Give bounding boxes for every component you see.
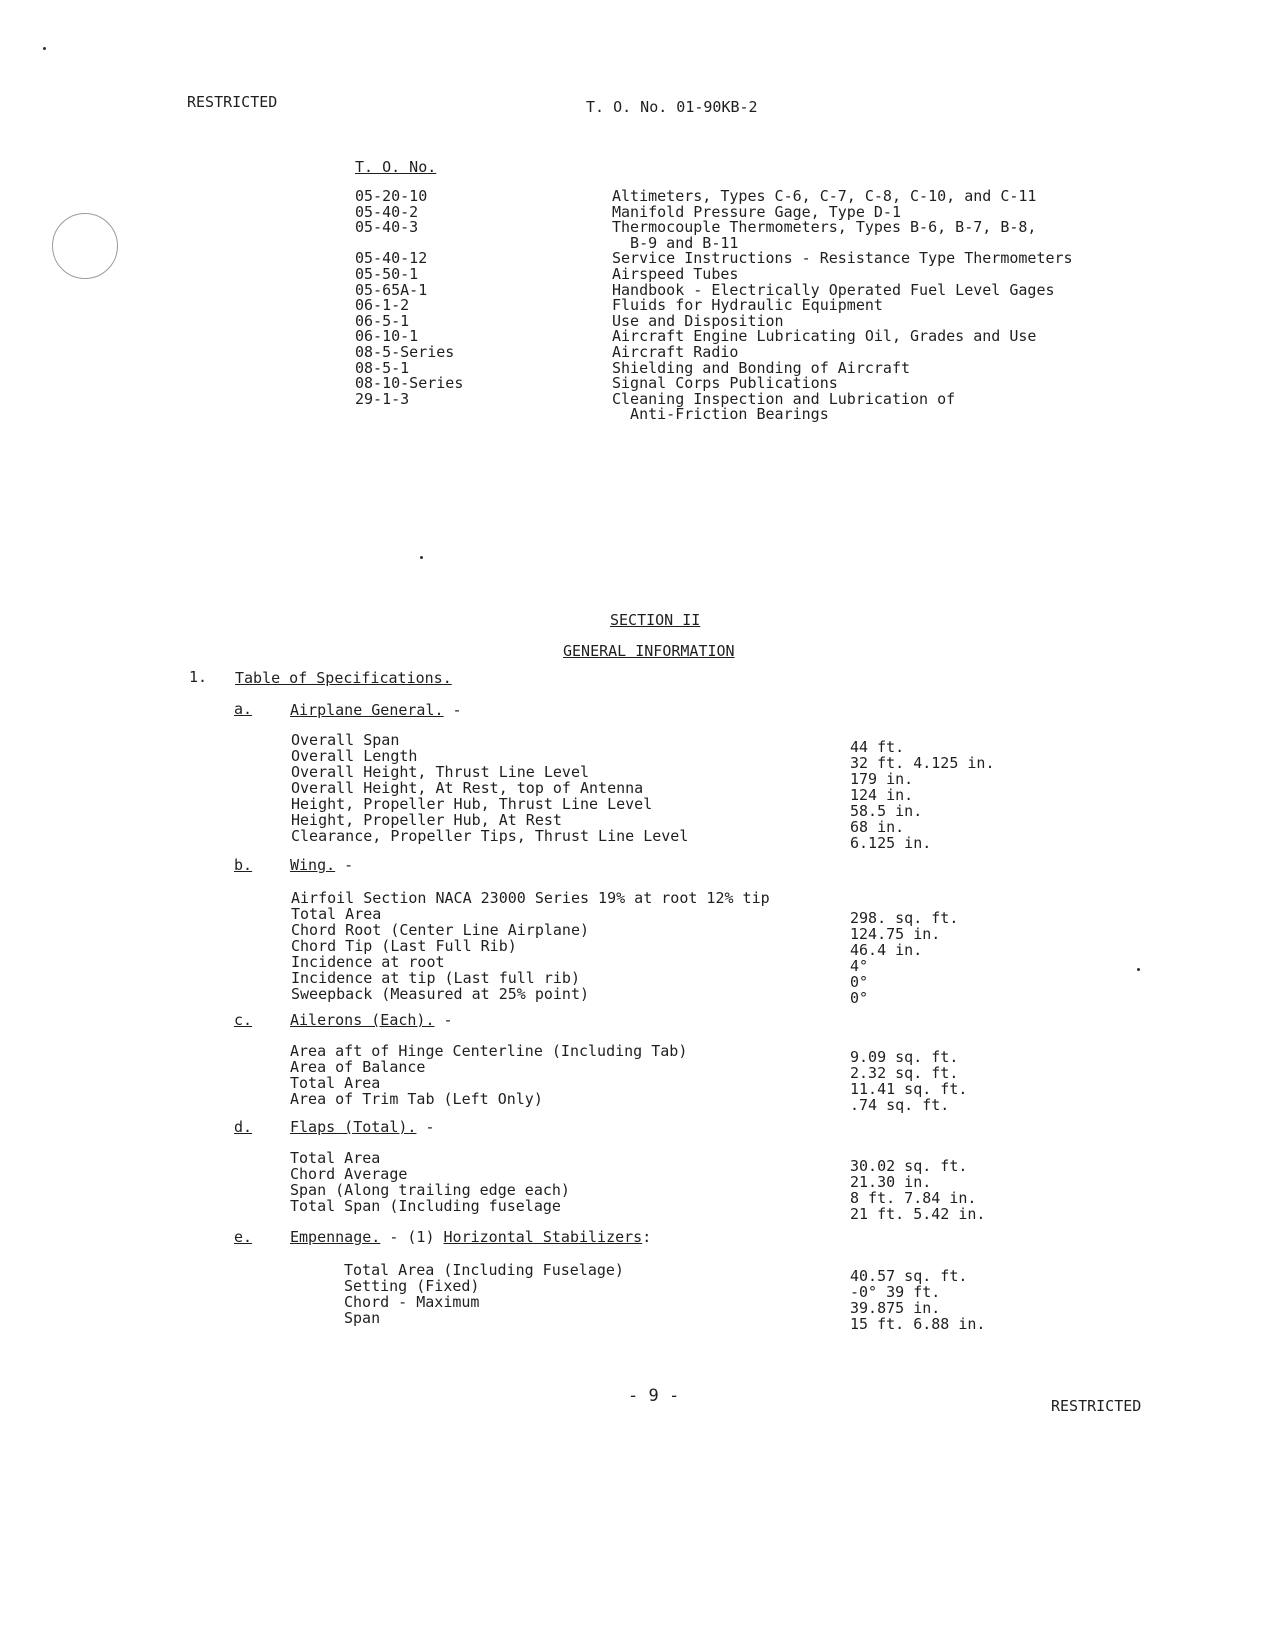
spec-value: 8 ft. 7.84 in. [850,1189,977,1207]
group-e-labels [344,1262,624,1326]
spec-label: Span (Along trailing edge each) [290,1181,570,1199]
spec-value: 9.09 sq. ft. [850,1048,959,1066]
reference-title: Cleaning Inspection and Lubrication of [612,390,956,408]
spec-label: Total Span (Including fuselage [290,1197,561,1215]
item-number: 1. [189,668,208,686]
spec-value: 124.75 in. [850,925,941,943]
group-b-heading [290,856,353,874]
spec-label: Setting (Fixed) [344,1277,480,1295]
spec-label: Chord Root (Center Line Airplane) [291,921,590,939]
group-b-labels [291,890,770,1002]
spec-label: Overall Length [291,747,418,765]
spec-value: 0° [850,973,869,991]
spec-label: Sweepback (Measured at 25% point) [291,985,590,1003]
group-a-suffix: - [443,701,462,719]
group-e-mid: - (1) [380,1228,444,1246]
reference-title: Signal Corps Publications [612,374,838,392]
spec-value: 179 in. [850,770,914,788]
spec-label: Height, Propeller Hub, At Rest [291,811,562,829]
group-d-title: Flaps (Total). [290,1118,417,1136]
spec-label: Area aft of Hinge Centerline (Including Tab) [290,1042,688,1060]
scan-speck [1137,968,1140,971]
reference-title: Manifold Pressure Gage, Type D-1 [612,203,901,221]
group-e-suffix: : [642,1228,652,1246]
reference-number: 08-5-1 [355,359,410,377]
spec-value: 30.02 sq. ft. [850,1157,968,1175]
reference-title: Service Instructions - Resistance Type Thermometers [612,249,1073,267]
spec-value: 58.5 in. [850,802,923,820]
group-c-labels [290,1043,687,1107]
spec-value: 2.32 sq. ft. [850,1064,959,1082]
reference-title: Altimeters, Types C-6, C-7, C-8, C-10, and C-11 [612,187,1037,205]
spec-value: 68 in. [850,818,905,836]
spec-label: Incidence at root [291,953,445,971]
spec-label: Incidence at tip (Last full rib) [291,969,580,987]
spec-label: Total Area [290,1149,381,1167]
group-e-values [850,1268,985,1332]
reference-number: 06-10-1 [355,327,419,345]
reference-title: Aircraft Engine Lubricating Oil, Grades and Use [612,327,1037,345]
group-a-title: Airplane General. [290,701,444,719]
spec-value: 15 ft. 6.88 in. [850,1315,986,1333]
item-title: Table of Specifications. [235,669,452,687]
spec-label: Height, Propeller Hub, Thrust Line Level [291,795,653,813]
group-c-title: Ailerons (Each). [290,1011,435,1029]
group-b-title: Wing. [290,856,336,874]
spec-label: Total Area [291,905,382,923]
spec-value: 298. sq. ft. [850,909,959,927]
references-heading: T. O. No. [355,158,437,176]
spec-value: 0° [850,989,869,1007]
reference-number: 05-40-12 [355,249,428,267]
spec-label: Airfoil Section NACA 23000 Series 19% at root 12% tip [291,889,770,907]
spec-value: 6.125 in. [850,834,932,852]
group-b-values [850,910,958,1006]
group-a-values [850,739,995,851]
reference-title: Use and Disposition [612,312,784,330]
spec-value: 40.57 sq. ft. [850,1267,968,1285]
section-number: SECTION II [610,611,701,629]
reference-title: Thermocouple Thermometers, Types B-6, B-7, B-8, [612,218,1037,236]
spec-label: Total Area (Including Fuselage) [344,1261,624,1279]
group-c-heading [290,1011,453,1029]
group-b-suffix: - [335,856,354,874]
restricted-marking-bottom: RESTRICTED [1051,1397,1142,1415]
spec-label: Chord Tip (Last Full Rib) [291,937,517,955]
spec-value: 124 in. [850,786,914,804]
spec-value: 4° [850,957,869,975]
reference-number: 05-40-3 [355,218,419,236]
reference-title: Shielding and Bonding of Aircraft [612,359,911,377]
spec-label: Chord Average [290,1165,408,1183]
spec-value: 11.41 sq. ft. [850,1080,968,1098]
group-d-labels [290,1150,570,1214]
spec-label: Clearance, Propeller Tips, Thrust Line Level [291,827,689,845]
reference-number: 05-65A-1 [355,281,428,299]
spec-label: Total Area [290,1074,381,1092]
reference-title: Fluids for Hydraulic Equipment [612,296,883,314]
group-a-labels [291,732,688,844]
spec-value: 39.875 in. [850,1299,941,1317]
reference-title: Handbook - Electrically Operated Fuel Level Gages [612,281,1055,299]
spec-label: Area of Trim Tab (Left Only) [290,1090,543,1108]
reference-number: 06-1-2 [355,296,410,314]
group-e-heading [290,1228,651,1246]
reference-number: 06-5-1 [355,312,410,330]
group-c-letter: c. [234,1011,253,1029]
group-c-values [850,1049,967,1113]
group-e-letter: e. [234,1228,253,1246]
spec-label: Span [344,1309,381,1327]
spec-label: Overall Height, At Rest, top of Antenna [291,779,644,797]
group-a-heading [290,701,462,719]
reference-number: 05-50-1 [355,265,419,283]
reference-number: 05-20-10 [355,187,428,205]
spec-label: Overall Height, Thrust Line Level [291,763,590,781]
spec-label: Chord - Maximum [344,1293,480,1311]
reference-title: Airspeed Tubes [612,265,739,283]
spec-value: 44 ft. [850,738,905,756]
spec-value: -0° 39 ft. [850,1283,941,1301]
reference-title: Anti-Friction Bearings [612,405,829,423]
group-e-subtitle: Horizontal Stabilizers [443,1228,643,1246]
reference-title: Aircraft Radio [612,343,739,361]
group-d-suffix: - [416,1118,435,1136]
restricted-marking-top: RESTRICTED [187,93,278,111]
group-d-heading [290,1118,435,1136]
punch-hole [52,213,118,279]
reference-number: 08-5-Series [355,343,455,361]
scan-speck [420,556,423,559]
spec-label: Overall Span [291,731,400,749]
scan-speck [43,47,46,50]
group-a-letter: a. [234,700,253,718]
reference-number: 29-1-3 [355,390,410,408]
page-number: - 9 - [628,1386,680,1406]
group-d-letter: d. [234,1118,253,1136]
spec-value: 21 ft. 5.42 in. [850,1205,986,1223]
spec-value: .74 sq. ft. [850,1096,950,1114]
group-b-letter: b. [234,856,253,874]
group-c-suffix: - [434,1011,453,1029]
spec-value: 21.30 in. [850,1173,932,1191]
spec-label: Area of Balance [290,1058,426,1076]
group-e-title: Empennage. [290,1228,381,1246]
section-title: GENERAL INFORMATION [563,642,735,660]
reference-number: 08-10-Series [355,374,464,392]
group-d-values [850,1158,985,1222]
spec-value: 32 ft. 4.125 in. [850,754,995,772]
spec-value: 46.4 in. [850,941,923,959]
reference-title: B-9 and B-11 [612,234,739,252]
technical-order-number: T. O. No. 01-90KB-2 [586,98,758,116]
reference-number: 05-40-2 [355,203,419,221]
